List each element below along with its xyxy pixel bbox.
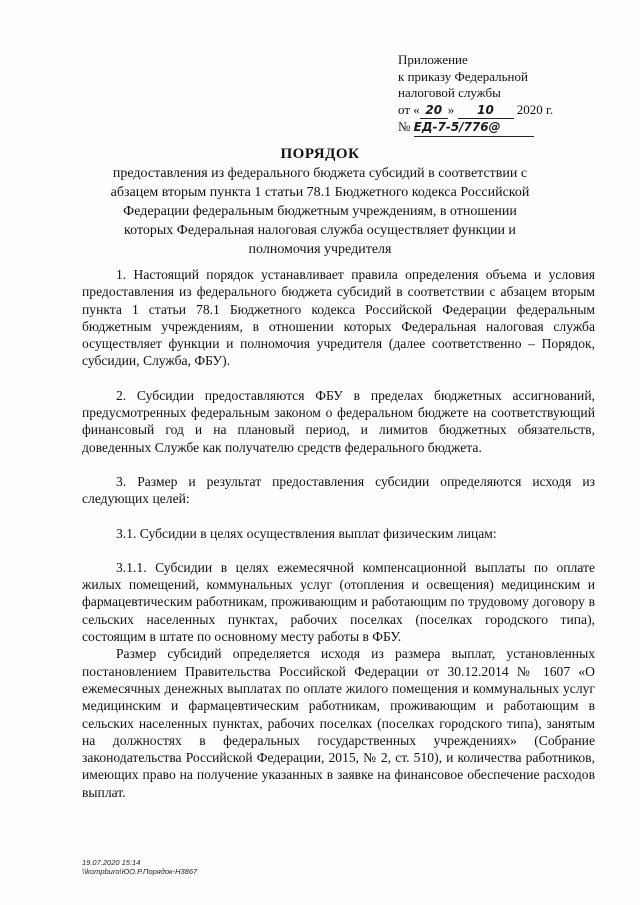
paragraph-3-1: 3.1. Субсидии в целях осуществления выплат физическим лицам: (116, 525, 497, 541)
paragraph-1: 1. Настоящий порядок устанавливает правила определения объема и условия предоставления из федерального бюджета субсидий в соответствии с абзацем вторым пункта 1 статьи 78.1 Бюджетного кодекса Российской Федерации федеральным бюджетным учреждениям, в отношении которых Федеральная налоговая служба осуществляет функции и полномочия учредителя (далее соответственно – Порядок, субсидии, Служба, ФБУ). (82, 267, 595, 369)
paragraph-subsidy-size: Размер субсидий определяется исходя из размера выплат, установленных постановлением Правительства Российской Федерации от 30.12.2014 № 1607 «О ежемесячных денежных выплатах по оплате жилого помещения и коммунальных услуг медицинским и фармацевтическим работникам, проживающим и работающим в сельских населенных пунктах, рабочих поселках (поселках городского типа), занятым на должностях в федеральных государственных учреждениях» (Собрание законодательства Российской Федерации, 2015, № 2, ст. 510), и количества работников, имеющих право на получение указанных в заявке на финансовое обеспечение расходов выплат. (82, 646, 595, 800)
annex-date-prefix: от « (398, 101, 420, 117)
paragraph-3-1-1: 3.1.1. Субсидии в целях ежемесячной компенсационной выплаты по оплате жилых помещений, коммунальных услуг (отопления и освещения) медицинским и фармацевтическим работникам, проживающим и работающим по трудовому договору в сельских населенных пунктах, рабочих поселках (поселках городского типа), состоящим в штате по основному месту работы в ФБУ. (82, 559, 595, 645)
footer-timestamp: 19.07.2020 15:14 (82, 858, 141, 867)
file-footer (82, 858, 197, 876)
paragraph-3: 3. Размер и результат предоставления субсидии определяются исходя из следующих целей: (82, 473, 595, 507)
annex-line-3: налоговой службы (398, 85, 501, 100)
annex-date-line (398, 102, 598, 120)
annex-line-1: Приложение (398, 52, 468, 67)
annex-number-line (398, 119, 598, 137)
annex-date-mid: » (447, 101, 455, 117)
annex-date-day: 20 (420, 102, 448, 120)
footer-file-path: \\kompburo\ЮО.Р.Порядок-Н3867 (82, 867, 198, 876)
annex-date-month: 10 (458, 102, 514, 120)
annex-number-value: ЕД-7-5/776@ (414, 119, 534, 137)
annex-date-year: 2020 г. (516, 101, 554, 117)
document-title: ПОРЯДОК (280, 146, 360, 162)
document-subtitle: предоставления из федерального бюджета субсидий в соответствии с абзацем вторым пункта 1 статьи 78.1 Бюджетного кодекса Российской Федерации федеральным бюджетным учреждениям, в отношении которых Федеральная налоговая служба осуществляет функции и полномочия учредителя (110, 166, 530, 257)
document-body (82, 266, 595, 801)
annex-block (398, 52, 598, 137)
paragraph-2: 2. Субсидии предоставляются ФБУ в пределах бюджетных ассигнований, предусмотренных федеральным законом о федеральном бюджете на соответствующий финансовый год и на плановый период, и лимитов бюджетных обязательств, доведенных Службе как получателю средств федерального бюджета. (82, 387, 595, 455)
annex-number-prefix: № (398, 119, 411, 134)
annex-line-2: к приказу Федеральной (398, 68, 528, 84)
